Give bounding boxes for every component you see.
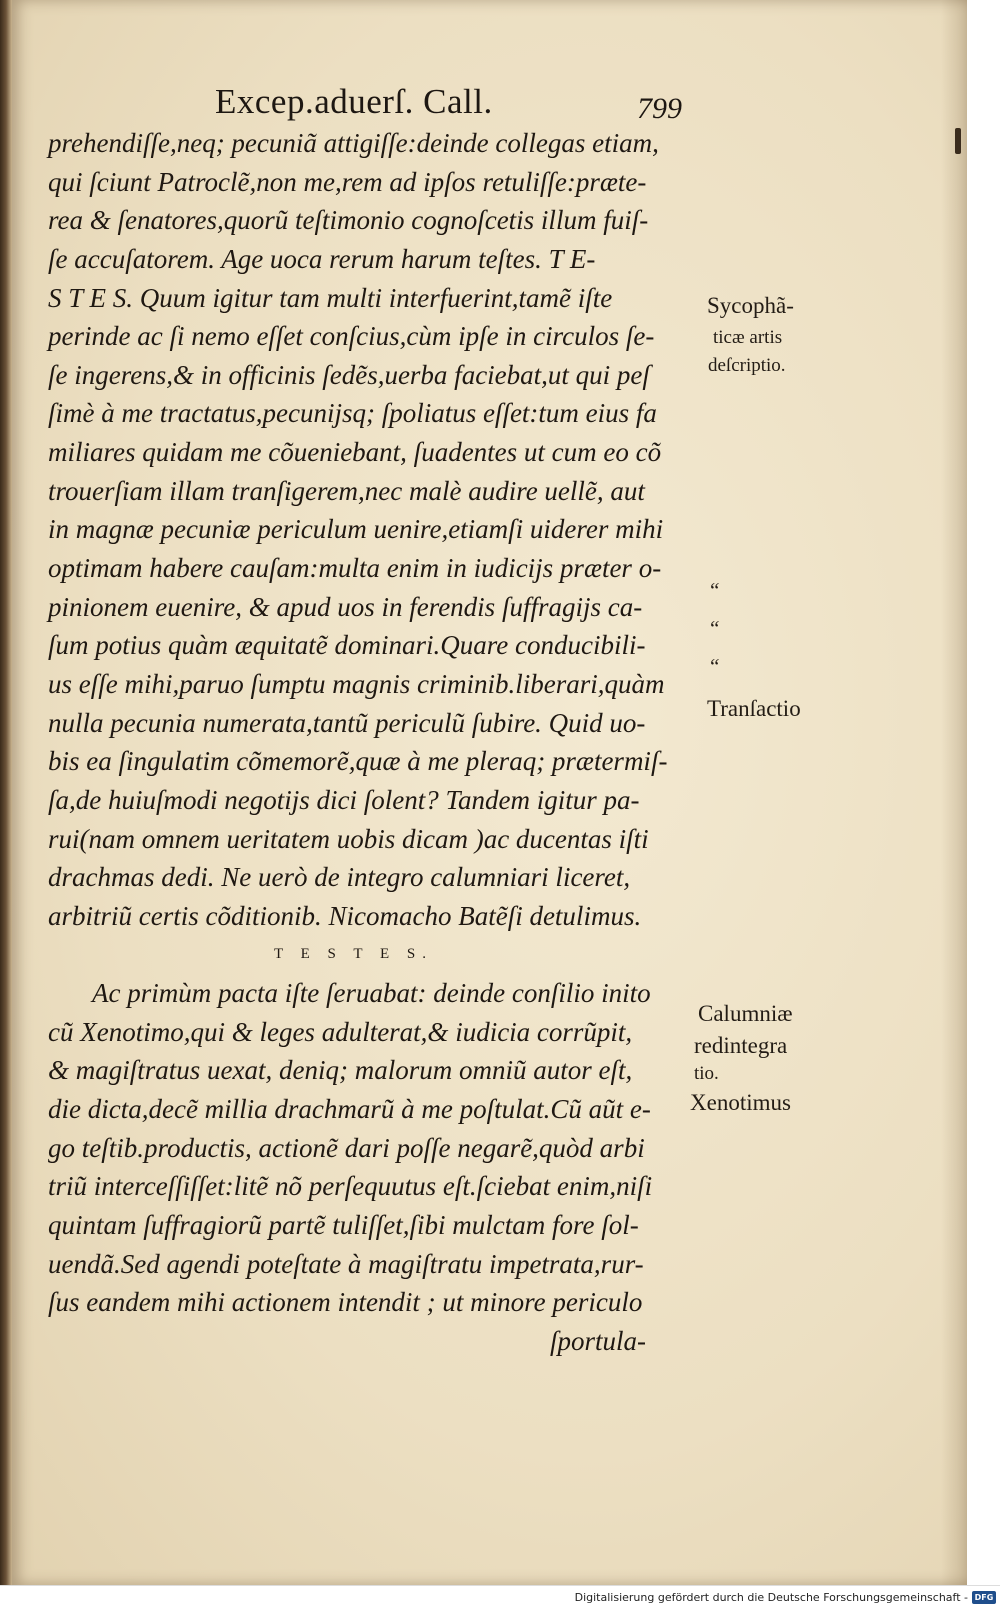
margin-note-calumnia-2: redintegra bbox=[694, 1033, 788, 1058]
text-line: rui(nam omnem ueritatem uobis dicam )ac ducentas iſti bbox=[48, 823, 649, 854]
main-text-block bbox=[48, 124, 688, 1361]
testes-heading: T E S T E S. bbox=[274, 946, 434, 963]
text-line: ſe accuſatorem. Age uoca rerum harum teſtes. T E- bbox=[48, 243, 596, 274]
margin-note-sycophantia-1: Sycophã- bbox=[707, 293, 794, 318]
margin-note-calumnia-1: Calumniæ bbox=[698, 1001, 793, 1026]
margin-note-sycophantia-3: deſcriptio. bbox=[708, 355, 786, 376]
text-line: & magiſtratus uexat, deniq; malorum omniũ autor eſt, bbox=[48, 1055, 633, 1086]
text-line: us eſſe mihi,paruo ſumptu magnis criminib.liberari,quàm bbox=[48, 668, 665, 699]
text-line: bis ea ſingulatim cõmemorẽ,quæ à me pleraq; prætermiſ- bbox=[48, 746, 668, 777]
text-line: die dicta,decẽ millia drachmarũ à me poſtulat.Cũ aũt e- bbox=[48, 1094, 651, 1125]
text-line: go teſtib.productis, actionẽ dari poſſe negarẽ,quòd arbi bbox=[48, 1132, 645, 1163]
text-line: prehendiſſe,neq; pecuniã attigiſſe:deinde collegas etiam, bbox=[48, 128, 659, 158]
margin-note-sycophantia-2: ticæ artis bbox=[713, 327, 783, 348]
catchword: ſportula- bbox=[550, 1325, 647, 1356]
page-shadow bbox=[941, 0, 967, 1585]
text-line: rea & ſenatores,quorũ teſtimonio cognoſcetis illum fuiſ- bbox=[48, 205, 649, 236]
text-line: miliares quidam me cõueniebant, ſuadentes ut cum eo cõ bbox=[48, 437, 662, 468]
footer-bar bbox=[0, 1585, 1000, 1610]
page-number: 799 bbox=[637, 92, 682, 125]
quote-mark: “ bbox=[708, 578, 720, 602]
page-edge-mark bbox=[955, 128, 961, 154]
text-line: ſus eandem mihi actionem intendit ; ut minore periculo bbox=[48, 1287, 643, 1318]
text-line: in magnæ pecuniæ periculum uenire,etiamſi uiderer mihi bbox=[48, 514, 664, 545]
text-line: cũ Xenotimo,qui & leges adulterat,& iudicia corrũpit, bbox=[48, 1016, 633, 1047]
text-line: ſum potius quàm æquitatẽ dominari.Quare conducibili- bbox=[48, 630, 646, 661]
text-line: ſe ingerens,& in officinis ſedẽs,uerba faciebat,ut qui peſ bbox=[48, 359, 650, 390]
running-title: Excep.aduerſ. Call. bbox=[215, 82, 493, 121]
text-line: triũ interceſſiſſet:litẽ nõ perſequutus eſt.ſciebat enim,niſi bbox=[48, 1171, 653, 1202]
text-line: qui ſciunt Patroclẽ,non me,rem ad ipſos retuliſſe:præte- bbox=[48, 166, 647, 197]
quote-mark: “ bbox=[708, 616, 720, 640]
text-line: pinionem euenire, & apud uos in ferendis ſuffragijs ca- bbox=[48, 591, 643, 622]
margin-note-calumnia-3: tio. bbox=[694, 1063, 719, 1084]
margin-note-transactio: Tranſactio bbox=[707, 696, 801, 721]
text-line: trouerſiam illam tranſigerem,nec malè audire uellẽ, aut bbox=[48, 475, 645, 506]
text-line: quintam ſuffragiorũ partẽ tuliſſet,ſibi mulctam fore ſol- bbox=[48, 1209, 639, 1240]
text-line: ſimè à me tractatus,pecunijsq; ſpoliatus eſſet:tum eius fa bbox=[48, 398, 657, 429]
text-line: nulla pecunia numerata,tantũ periculũ ſubire. Quid uo- bbox=[48, 707, 646, 738]
text-line: Ac primùm pacta iſte ſeruabat: deinde conſilio inito bbox=[92, 978, 651, 1009]
text-line: optimam habere cauſam:multa enim in iudicijs præter o- bbox=[48, 553, 662, 584]
book-edge bbox=[0, 0, 12, 1585]
text-line: uendã.Sed agendi poteſtate à magiſtratu impetrata,rur- bbox=[48, 1248, 644, 1279]
text-line: ſa,de huiuſmodi negotijs dici ſolent? Tandem igitur pa- bbox=[48, 784, 640, 815]
text-line: S T E S. Quum igitur tam multi interfuerint,tamẽ iſte bbox=[48, 282, 613, 313]
text-line: arbitriũ certis cõditionib. Nicomacho Batẽſi detulimus. bbox=[48, 900, 642, 931]
text-line: drachmas dedi. Ne uerò de integro calumniari liceret, bbox=[48, 862, 631, 893]
quote-mark: “ bbox=[708, 654, 720, 678]
text-line: perinde ac ſi nemo eſſet conſcius,cùm ipſe in circulos ſe- bbox=[48, 321, 655, 352]
margin-note-xenotimus: Xenotimus bbox=[690, 1090, 791, 1115]
dfg-logo: DFG bbox=[972, 1591, 996, 1604]
digitization-credit: Digitalisierung gefördert durch die Deutsche Forschungsgemeinschaft - bbox=[574, 1591, 968, 1604]
